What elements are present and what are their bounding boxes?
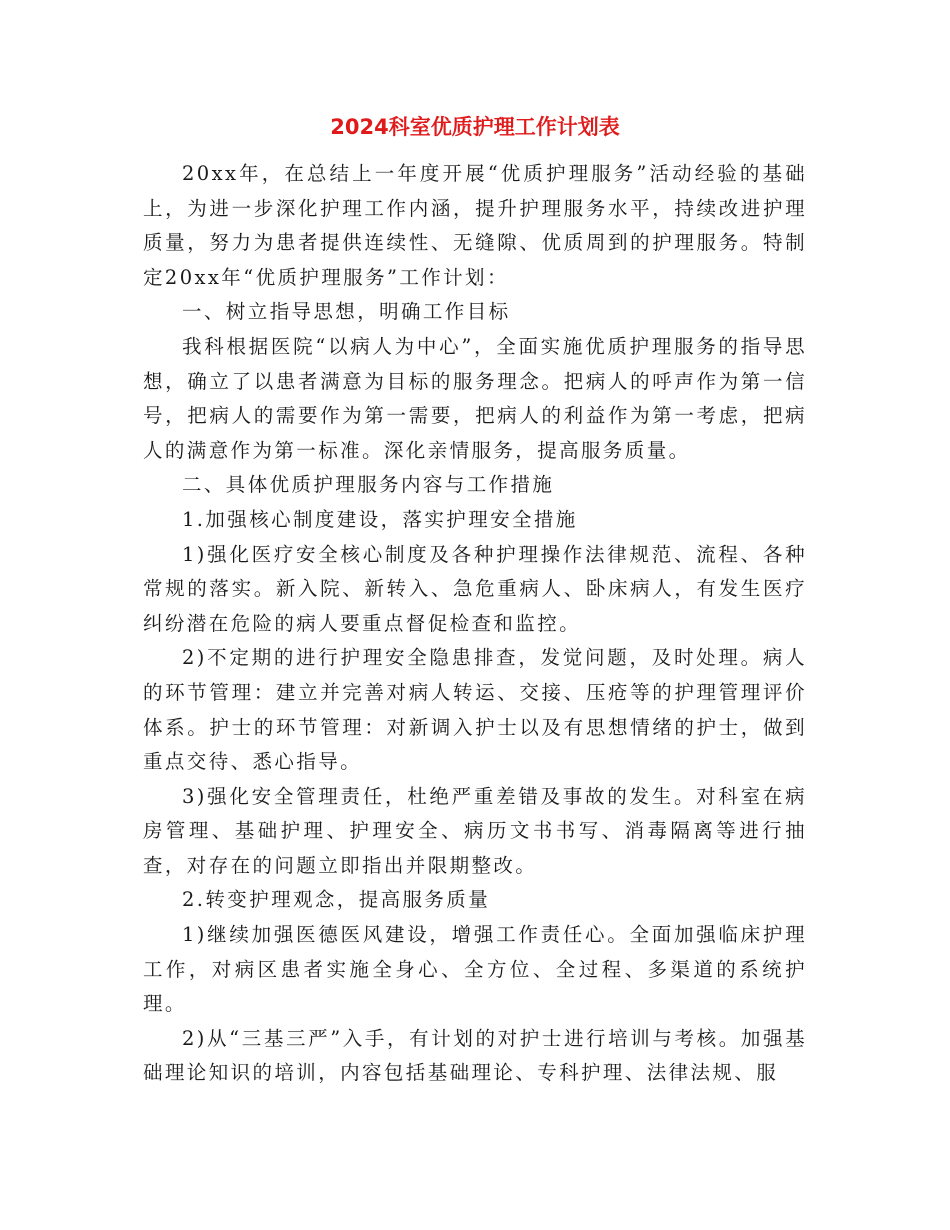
subsection-heading-2: 2.转变护理观念，提高服务质量 [182,888,491,912]
list-item: 1)强化医疗安全核心制度及各种护理操作法律规范、流程、各种常规的落实。新入院、新转入、急危重病人、卧床病人，有发生医疗纠纷潜在危险的病人要重点督促检查和监控。 [143,542,807,635]
list-item: 1)继续加强医德医风建设，增强工作责任心。全面加强临床护理工作，对病区患者实施全身心、全方位、全过程、多渠道的系统护理。 [143,923,807,1016]
list-item: 2)不定期的进行护理安全隐患排查，发觉问题，及时处理。病人的环节管理：建立并完善对病人转运、交接、压疮等的护理管理评价体系。护士的环节管理：对新调入护士以及有思想情绪的护士，做到重点交待、悉心指导。 [143,646,807,774]
section-heading-2: 二、具体优质护理服务内容与工作措施 [182,473,555,497]
section-heading-1: 一、树立指导思想，明确工作目标 [182,300,511,324]
list-item: 2)从“三基三严”入手，有计划的对护士进行培训与考核。加强基础理论知识的培训，内容包括基础理论、专科护理、法律法规、服 [143,1026,807,1085]
intro-paragraph: 20xx年，在总结上一年度开展“优质护理服务”活动经验的基础上，为进一步深化护理工作内涵，提升护理服务水平，持续改进护理质量，努力为患者提供连续性、无缝隙、优质周到的护理服务。特制定20xx年“优质护理服务”工作计划： [143,162,807,289]
section-1-paragraph: 我科根据医院“以病人为中心”，全面实施优质护理服务的指导思想，确立了以患者满意为目标的服务理念。把病人的呼声作为第一信号，把病人的需要作为第一需要，把病人的利益作为第一考虑，把病人的满意作为第一标准。深化亲情服务，提高服务质量。 [143,334,807,462]
list-item: 3)强化安全管理责任，杜绝严重差错及事故的发生。对科室在病房管理、基础护理、护理安全、病历文书书写、消毒隔离等进行抽查，对存在的问题立即指出并限期整改。 [143,784,807,877]
subsection-heading-1: 1.加强核心制度建设，落实护理安全措施 [182,507,578,531]
document-title: 2024科室优质护理工作计划表 [330,115,620,139]
document-body [143,157,807,1091]
